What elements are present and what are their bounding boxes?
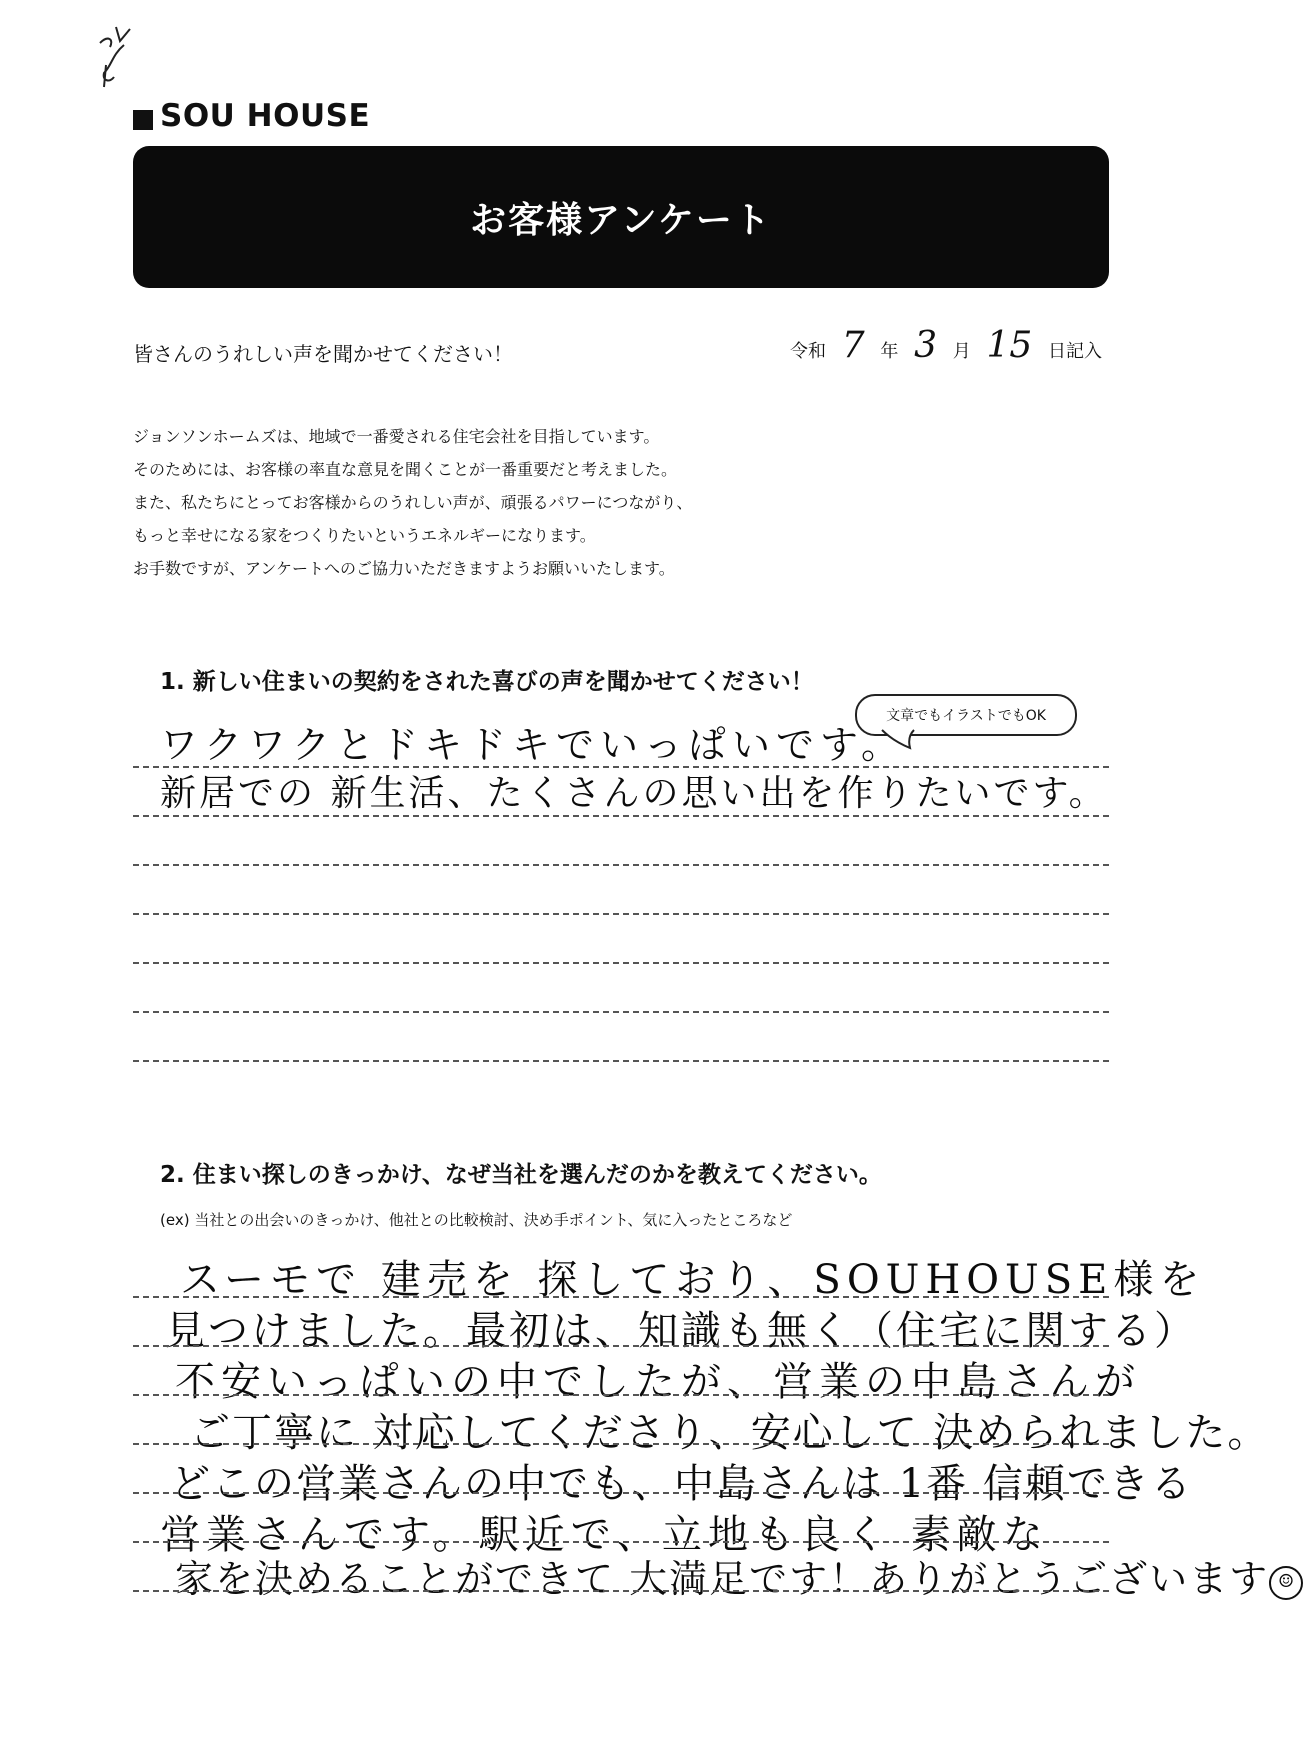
hint-bubble-text: 文章でもイラストでもOK [886,708,1046,724]
handwritten-mark [90,15,150,95]
date-day-unit: 日 [1048,341,1067,362]
intro-line: ジョンソンホームズは、地域で一番愛される住宅会社を目指しています。 [133,427,660,446]
answer-line [133,864,1109,866]
q2-answer-line: 見つけました。最初は、知識も無く（住宅に関する） [165,1308,1197,1354]
lead-text: 皆さんのうれしい声を聞かせてください！ [133,342,513,366]
answer-line [133,1590,1109,1592]
q2-answer-line: 不安いっぱいの中でしたが、営業の中島さんが [175,1359,1141,1405]
brand-logo: SOU HOUSE [160,98,371,134]
answer-line [133,1060,1109,1062]
intro-line: もっと幸せになる家をつくりたいというエネルギーになります。 [133,526,596,545]
q2-answer-line: 営業さんです。駅近で、立地も良く 素敵な [160,1512,1049,1558]
answer-line [133,815,1109,817]
q1-answer-line: 新居での 新生活、たくさんの思い出を作りたいです。 [160,773,1108,814]
q2-answer-text: 家を決めることができて 大満足です！ありがとうございます [175,1557,1270,1601]
intro-paragraph [133,420,692,585]
q2-answer-line [175,1548,1303,1603]
intro-line: また、私たちにとってお客様からのうれしい声が、頑張るパワーにつながり、 [133,493,693,512]
logo-square [133,110,153,130]
survey-title-banner [133,146,1109,288]
intro-line: お手数ですが、アンケートへのご協力いただきますようお願いいたします。 [133,559,675,578]
smiley-icon: ☺ [1269,1566,1303,1600]
date-month: 3 [914,325,938,366]
question-2-label: 2. 住まい探しのきっかけ、なぜ当社を選んだのかを教えてください。 [160,1162,882,1188]
date-suffix: 記入 [1066,341,1103,362]
answer-line [133,1394,1109,1396]
answer-line [133,1492,1109,1494]
q2-answer-line: ご丁寧に 対応してくださり、安心して 決められました。 [190,1410,1270,1456]
survey-title: お客様アンケート [470,199,772,241]
question-2-example: (ex) 当社との出会いのきっかけ、他社との比較検討、決め手ポイント、気に入ったところなど [160,1211,793,1229]
answer-line [133,913,1109,915]
date-era: 令和 [790,341,826,362]
question-1-label: 1. 新しい住まいの契約をされた喜びの声を聞かせてください！ [160,669,814,695]
date-year: 7 [841,325,865,366]
answer-line [133,1443,1109,1445]
entry-date [790,325,1102,366]
intro-line: そのためには、お客様の率直な意見を聞くことが一番重要だと考えました。 [133,460,678,479]
date-day: 15 [986,325,1033,366]
answer-line [133,1011,1109,1013]
date-year-unit: 年 [880,341,899,362]
q1-answer-line: ワクワクとドキドキでいっぱいです。 [160,723,905,767]
answer-line [133,766,1109,768]
answer-line [133,1541,1109,1543]
q2-answer-line: どこの営業さんの中でも、中島さんは 1番 信頼できる [170,1461,1193,1507]
answer-line [133,1345,1109,1347]
date-month-unit: 月 [952,341,971,362]
q2-answer-line: スーモで 建売を 探しており、SOUHOUSE様を [180,1257,1206,1303]
answer-line [133,962,1109,964]
answer-line [133,1296,1109,1298]
